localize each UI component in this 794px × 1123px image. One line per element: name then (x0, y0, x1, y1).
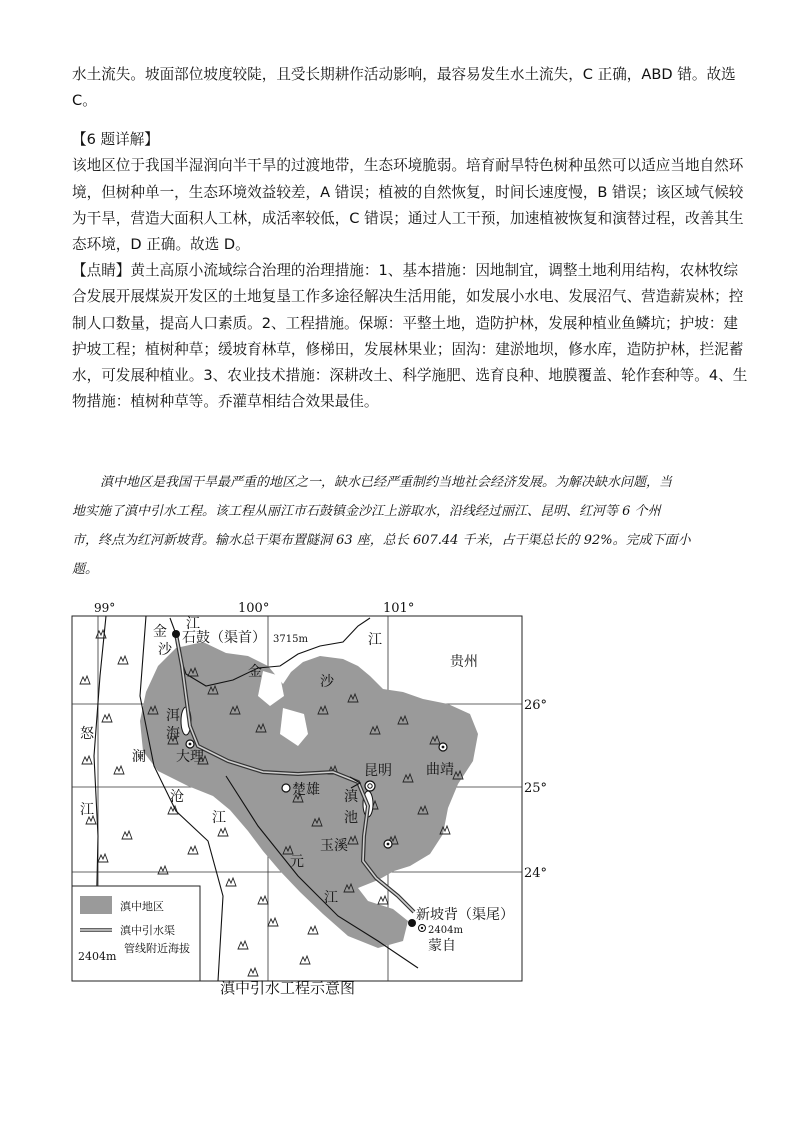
q6-line-4: 态环境，D 正确。故选 D。 (72, 236, 250, 254)
tips-section (72, 258, 748, 416)
lead-paragraph-rest (72, 497, 722, 584)
erhai-char-2: 海 (166, 726, 180, 742)
lead-paragraph (100, 468, 722, 497)
lat-25: 25° (524, 781, 548, 796)
tips-line-1: 【点睛】黄土高原小流域综合治理的治理措施：1、基本措施：因地制宜，调整土地利用结构，农林牧综 (72, 262, 739, 279)
map-caption: 滇中引水工程示意图 (220, 979, 356, 997)
dali-label: 大理 (176, 749, 204, 765)
jinsha-mid-1: 金 (248, 664, 262, 680)
lancang-char-2: 沧 (170, 789, 184, 805)
jinsha-char-2: 沙 (158, 642, 172, 658)
q6-section (72, 127, 744, 258)
tips-line-4: 护坡工程；植树种草；缓坡育林草，修梯田，发展林果业；固沟：建淤地坝，修水库，造防护林，拦泥蓄 (72, 340, 744, 358)
chuxiong-marker (282, 784, 290, 792)
jinsha-mid-3: 江 (368, 632, 382, 648)
dianchi-char-2: 池 (344, 810, 358, 826)
legend-elev-value: 2404m (78, 950, 117, 963)
map-legend (72, 886, 200, 981)
lancang-char-3: 江 (212, 810, 226, 826)
yuan-char-2: 江 (324, 890, 338, 906)
shigu-altitude: 3715m (273, 634, 308, 645)
legend-region-label: 滇中地区 (120, 900, 164, 913)
jinsha-char-3: 江 (186, 616, 200, 632)
shigu-marker (172, 630, 180, 638)
q6-line-2: 境，但树种单一，生态环境效益较差，A 错误；植被的自然恢复，时间长速度慢，B 错误；该区域气候较 (72, 183, 744, 201)
legend-elev-desc: 管线附近海拔 (124, 942, 190, 955)
tips-line-6: 物措施：植树种草等。乔灌草相结合效果最佳。 (72, 393, 379, 411)
lancang-char-1: 澜 (132, 749, 146, 765)
lead-line-3: 市，终点为红河新坡背。输水总干渠布置隧洞 63 座，总长 607.44 千米，占干渠总长的 92%。完成下面小 (72, 533, 691, 548)
q6-heading: 【6 题详解】 (72, 131, 159, 148)
mengzi-label: 蒙自 (428, 938, 456, 954)
yuan-char-1: 元 (290, 854, 304, 870)
tips-line-2: 合发展开展煤炭开发区的土地复垦工作多途径解决生活用能，如发展小水电、发展沼气、营造薪炭林；控 (72, 288, 744, 306)
yuxi-label: 玉溪 (320, 838, 348, 854)
qujing-label: 曲靖 (426, 762, 454, 778)
xinpobei-altitude: 2404m (428, 925, 463, 936)
jinsha-char-1: 金 (153, 624, 167, 640)
nu-char-1: 怒 (80, 726, 94, 742)
lon-99: 99° (94, 601, 116, 615)
answer-line-2: C。 (72, 92, 97, 110)
lat-24: 24° (524, 866, 548, 881)
xinpobei-marker (408, 919, 416, 927)
tips-line-5: 水，可发展种植业。3、农业技术措施：深耕改土、科学施肥、选育良种、地膜覆盖、轮作套种等。4、生 (72, 367, 748, 385)
lead-line-4: 题。 (72, 562, 99, 577)
answer-line-1: 水土流失。坡面部位坡度较陡，且受长期耕作活动影响，最容易发生水土流失，C 正确，ABD 错。故选 (72, 66, 736, 83)
xinpobei-label: 新坡背（渠尾） (416, 907, 514, 923)
q6-line-3: 为干旱，营造大面积人工林，成活率较低，C 错误；通过人工干预，加速植被恢复和演替过程，改善其生 (72, 209, 744, 227)
kunming-label: 昆明 (364, 763, 392, 779)
jinsha-mid-2: 沙 (320, 674, 334, 690)
legend-region-swatch (80, 896, 112, 914)
lead-line-1: 滇中地区是我国干旱最严重的地区之一，缺水已经严重制约当地社会经济发展。为解决缺水问题，当 (100, 475, 673, 490)
nu-char-2: 江 (80, 802, 94, 818)
q6-line-1: 该地区位于我国半湿润向半干旱的过渡地带，生态环境脆弱。培育耐旱特色树种虽然可以适应当地自然环 (72, 157, 744, 175)
answer-continuation (72, 62, 736, 115)
lon-101: 101° (383, 601, 415, 616)
lead-line-2: 地实施了滇中引水工程。该工程从丽江市石鼓镇金沙江上游取水，沿线经过丽江、昆明、红河等 6 个州 (72, 504, 661, 519)
tips-line-3: 制人口数量，提高人口素质。2、工程措施。保塬：平整土地，造防护林，发展种植业鱼鳞坑；护坡：建 (72, 314, 739, 332)
erhai-char-1: 洱 (166, 708, 180, 724)
dianchi-char-1: 滇 (344, 789, 358, 805)
legend-canal-label: 滇中引水渠 (120, 924, 175, 937)
lon-100: 100° (238, 601, 270, 616)
dianzhong-map (58, 596, 548, 1006)
guizhou-label: 贵州 (450, 654, 478, 670)
chuxiong-label: 楚雄 (292, 782, 320, 798)
lat-26: 26° (524, 698, 548, 713)
shigu-label: 石鼓（渠首） (182, 630, 266, 646)
